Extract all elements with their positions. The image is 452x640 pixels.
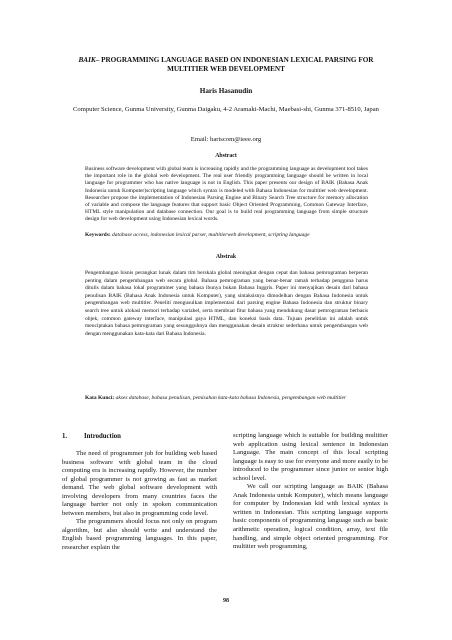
intro-paragraph-2: The programmers should focus not only on program algorithm, but also should write and understand the English based programming languages. In this paper, researcher explain the: [62, 518, 217, 552]
intro-paragraph-4: We call our scripting language as BAIK (Bahasa Anak Indonesia untuk Komputer), which means language for computer by Indonesian kid with lexical syntax is written in Indonesian. This scripting language supports basic components of programming language such as basic arithmetic operation, logical condition, array, text file handling, and simple object oriented programming. For multitier web programming,: [233, 483, 388, 551]
intro-paragraph-3: scripting language which is suitable for building multitier web application using lexical sentence in Indonesian Language. The main concept of this local scripting language is easy to use for everyone and more easily to be introduced to the programmer since junior or senior high school level.: [233, 432, 388, 482]
abstrak-heading: Abstrak: [215, 254, 237, 260]
body-column-right: [233, 432, 388, 552]
title-rest: – PROGRAMMING LANGUAGE BASED ON INDONESIAN LEXICAL PARSING FOR MULTITIER WEB DEVELOPMENT: [95, 56, 374, 73]
abstrak-text: Pengembangan bisnis perangkat lunak dalam tim berskala global meningkat dengan cepat dan bahasa pemrograman berperan penting dalam pengembangan web secara global. Bahasa pemrograman yang benar-benar ramah terhadap pengguna harus ditulis dalam bahasa lokal programmer yang bahasa ibunya bukan Bahasa Inggris. Paper ini menyajikan desain dari bahasa penulisan BAIK (Bahasa Anak Indonesia untuk Komputer), yang sintaksisnya dimodelkan dengan Bahasa Indonesia untuk pengembangan web multitier. Peneliti mengusulkan implementasi dari parsing engine Bahasa Indonesia dan struktur binary search tree untuk alokasi memori terhadap variabel, serta membuat fitur bahasa yang mendukung dasar pemrograman berbasis objek, common gateway interface, manipulasi gaya HTML, dan koneksi basis data. Tujuan penelitian ini adalah untuk menciptakan bahasa pemrograman yang sesungguhnya dan menggunakan desain struktur sederhana untuk pengembangan web dengan menggunakan kata-kata dari Bahasa Indonesia.: [85, 270, 368, 337]
kata-kunci: [85, 395, 368, 403]
abstract-text: Business software development with global team is increasing rapidly and the programming language as development tool takes the important role in the global web development. The real user friendly programming language should be written in local language for programmer who has native language is not in English. This paper presents our design of BAIK (Bahasa Anak Indonesia untuk Komputer)scripting language which syntax is modeled with Bahasa Indonesian for multitier web development. Researcher propose the implementation of Indonesian Parsing Engine and Binary Search Tree structure for memory allocation of variable and compose the language features that support basic Object Oriented Programming, Common Gateway Interface, HTML style manipulation and database connection. Our goal is to build real programming language from simple structure design for web development using Indonesian lexical words.: [85, 166, 368, 223]
keywords: [85, 232, 368, 239]
section-title: Introduction: [84, 433, 121, 440]
author-name: Haris Hasanudin: [199, 87, 253, 95]
author-affiliation: Computer Science, Gunma University, Gunma Daigaku, 4-2 Aramaki-Machi, Maebasi-shi, Gunma 371-8510, Japan: [73, 106, 379, 113]
body-column-left: [62, 450, 217, 553]
keywords-label: Keywords:: [85, 232, 111, 238]
page-number: 98: [223, 598, 229, 604]
kata-kunci-text: akses database, bahasa penulisan, pemisahan kata-kata bahasa Indonesia, pengembangan web multitier: [114, 395, 347, 401]
section-number: 1.: [62, 433, 68, 440]
author-email[interactable]: Email: hariscom@ieee.org: [190, 136, 262, 143]
abstract-heading: Abstract: [215, 153, 237, 159]
paper-title: [60, 56, 392, 74]
intro-paragraph-1: The need of programmer job for building web based business software with global team in the cloud computing era is increasing rapidly. However, the number of global programmer is not growing as fast as market demand. The web global software development with involving developers from many countries faces the language barrier not only in spoken communication between members, but also in programming code level.: [62, 450, 217, 517]
title-prefix: BAIK: [78, 56, 96, 64]
kata-kunci-label: Kata Kunci:: [85, 395, 115, 401]
keywords-text: database access, indonesian lexical parser, multitierweb development, scripting language: [110, 232, 310, 238]
section-heading: [62, 433, 121, 440]
